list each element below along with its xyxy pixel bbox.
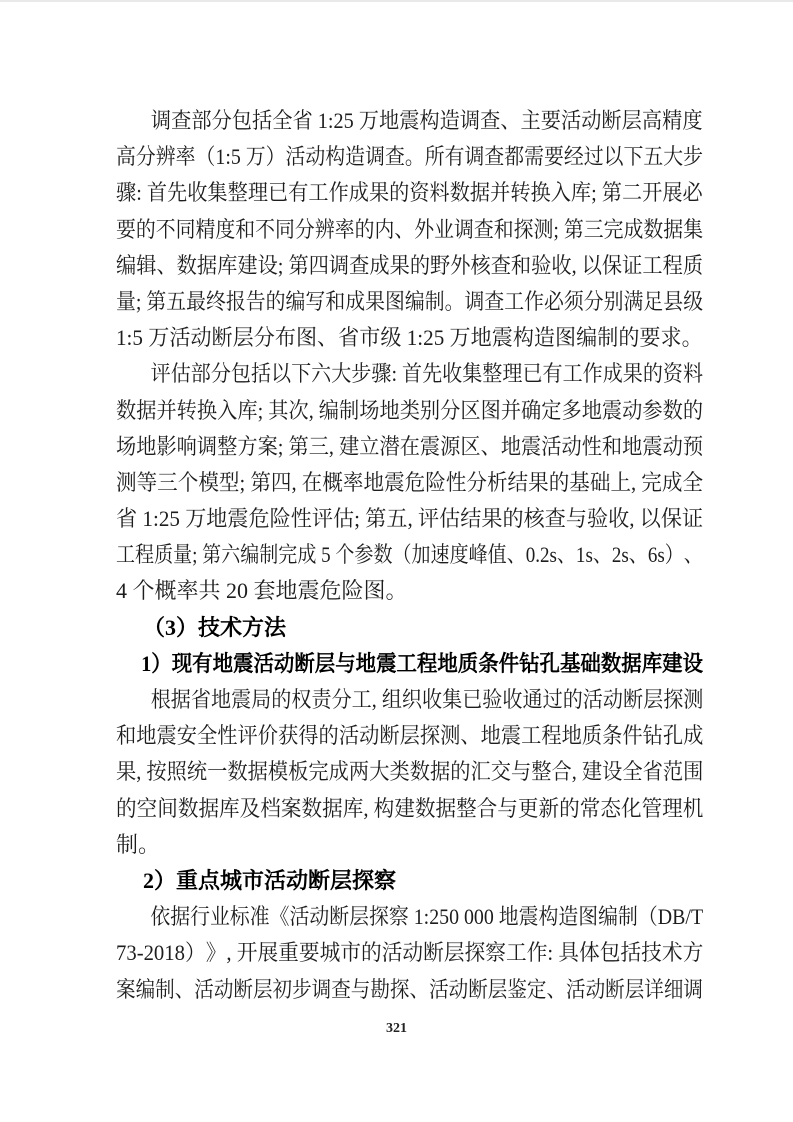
paragraph-line: 果 , 按 照 统 一 数 据 模 板 完 成 两 大 类 数 据 的 汇 交 与 整 合 , 建 设 全 省 范 围 [116,759,704,785]
paragraph-line: 省 1 : 2 5 万 地 震 危 险 性 评 估 ; 第 五 , 评 估 结 果 的 核 查 与 验 收 , 以 保 证 [116,506,704,532]
paragraph-line: 1:5 万活动断层分布图、省市级 1:25 万地震构造图编制的要求。 [116,325,703,351]
paragraph-line: 数 据 并 转 换 入 库 ; 其 次 , 编 制 场 地 类 别 分 区 图 并 确 定 多 地 震 动 参 数 的 [116,397,704,423]
heading-line: 1）现有地震活动断层与地震工程地质条件钻孔基础数据库建设 [141,650,704,676]
heading-line: 2）重点城市活动断层探察 [143,867,397,893]
page-number: 321 [386,1021,407,1036]
paragraph-line: 案编制、活动断层初步调查与勘探、活动断层鉴定、活动断层详细调 [116,976,704,1002]
paragraph-line: 7 3 - 2 0 1 8 ） 》 , 开 展 重 要 城 市 的 活 动 断 层 探 察 工 作 : 具 体 包 括 技 术 方 [116,940,704,966]
page-top-edge [0,0,793,2]
paragraph-line: 测 等 三 个 模 型 ; 第 四 , 在 概 率 地 震 危 险 性 分 析 结 果 的 基 础 上 , 完 成 全 [116,469,704,495]
paragraph-line: 根 据 省 地 震 局 的 权 责 分 工 , 组 织 收 集 已 验 收 通 过 的 活 动 断 层 探 测 [150,687,704,712]
paragraph-line: 要 的 不 同 精 度 和 不 同 分 辨 率 的 内 、 外 业 调 查 和 探 测 ; 第 三 完 成 数 据 集 [116,216,704,242]
paragraph-line: 依 据 行 业 标 准 《 活 动 断 层 探 察 1 : 2 5 0 0 0 0 地 震 构 造 图 编 制 （ D B / T [150,904,704,930]
paragraph-line: 高 分 辨 率 （ 1 : 5 万 ） 活 动 构 造 调 查 。 所 有 调 查 都 需 要 经 过 以 下 五 大 步 [116,144,704,170]
paragraph-line: 评 估 部 分 包 括 以 下 六 大 步 骤 : 首 先 收 集 整 理 已 有 工 作 成 果 的 资 料 [150,361,704,387]
paragraph-line: 调 查 部 分 包 括 全 省 1 : 2 5 万 地 震 构 造 调 查 、 主 要 活 动 断 层 高 精 度 [150,108,703,133]
paragraph-line: 骤 : 首 先 收 集 整 理 已 有 工 作 成 果 的 资 料 数 据 并 转 换 入 库 ; 第 二 开 展 必 [116,180,703,206]
paragraph-line: 编 辑 、 数 据 库 建 设 ; 第 四 调 查 成 果 的 野 外 核 查 和 验 收 , 以 保 证 工 程 质 [116,252,704,278]
page-content [116,103,703,1008]
paragraph-line: 的 空 间 数 据 库 及 档 案 数 据 库 , 构 建 数 据 整 合 与 更 新 的 常 态 化 管 理 机 [116,795,704,821]
paragraph-line: 工 程 质 量 ; 第 六 编 制 完 成 5 个 参 数 （ 加 速 度 峰 值 、 0 . 2 s 、 1 s 、 2 s 、 6 s ） 、 [116,542,703,568]
paragraph-line: 和 地 震 安 全 性 评 价 获 得 的 活 动 断 层 探 测 、 地 震 工 程 地 质 条 件 钻 孔 成 [116,723,704,749]
paragraph-line: 制。 [116,831,161,857]
paragraph-line: 量 ; 第 五 最 终 报 告 的 编 写 和 成 果 图 编 制 。 调 查 工 作 必 须 分 别 满 足 县 级 [116,288,704,314]
heading-line: （3）技术方法 [143,614,287,640]
paragraph-line: 4 个概率共 20 套地震危险图。 [116,578,408,604]
paragraph-line: 场 地 影 响 调 整 方 案 ; 第 三 , 建 立 潜 在 震 源 区 、 地 震 活 动 性 和 地 震 动 预 [116,433,704,459]
